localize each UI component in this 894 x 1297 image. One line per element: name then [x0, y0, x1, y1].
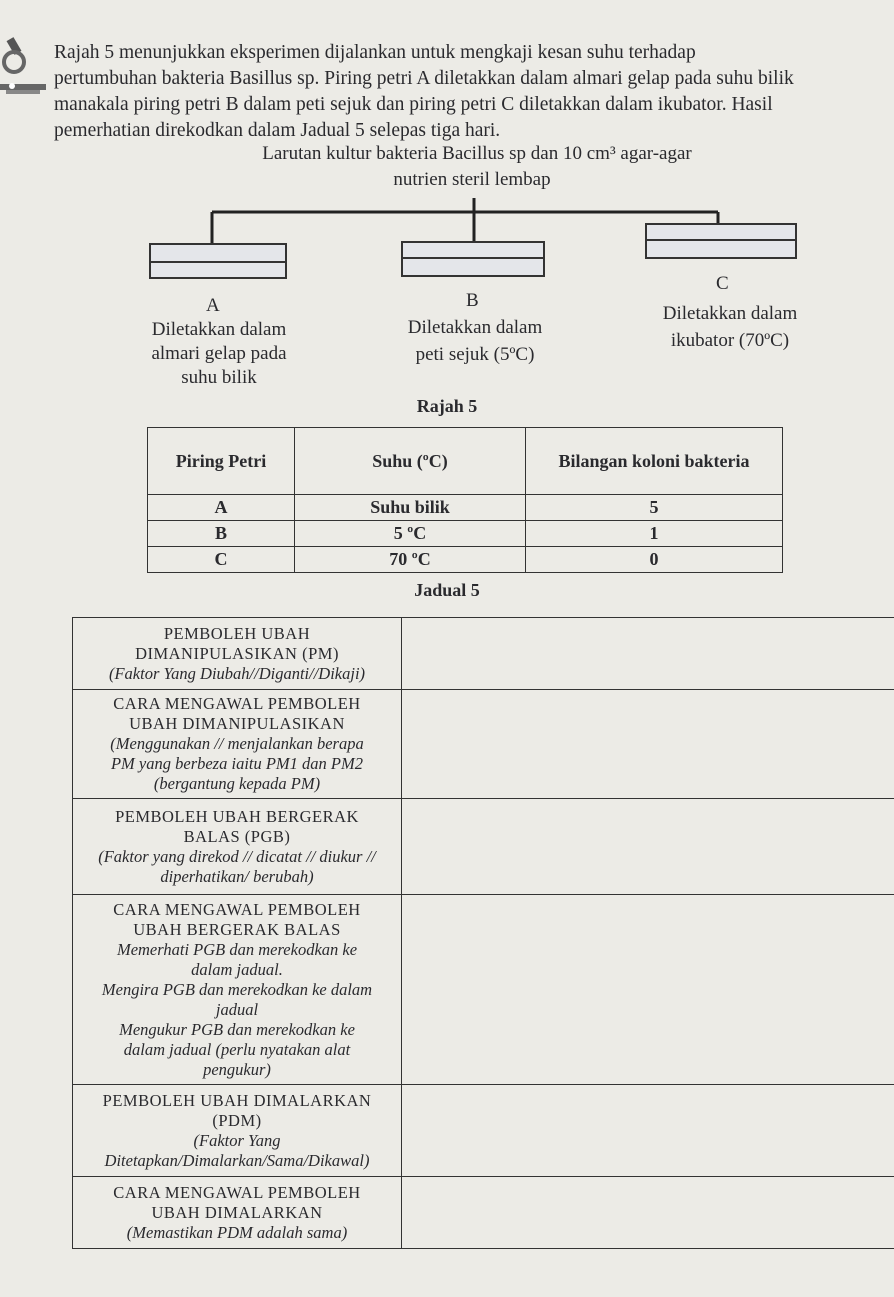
variable-row-pm	[73, 618, 894, 690]
answer-cell[interactable]	[402, 618, 894, 690]
variable-note: Mengira PGB dan merekodkan ke dalam	[101, 979, 373, 999]
variable-note: Memerhati PGB dan merekodkan ke	[116, 939, 358, 959]
variable-head: CARA MENGAWAL PEMBOLEH	[113, 1182, 361, 1202]
dish-b-desc-line: Diletakkan dalam	[407, 317, 543, 338]
variable-head: PEMBOLEH UBAH DIMALARKAN	[102, 1090, 372, 1110]
variable-head: (PDM)	[212, 1110, 262, 1130]
variable-label	[73, 690, 402, 799]
dish-b-letter: B	[466, 290, 479, 311]
variable-note: dalam jadual.	[191, 959, 283, 979]
variable-label	[73, 1085, 402, 1177]
variable-row-pgb	[73, 799, 894, 895]
answer-cell[interactable]	[402, 690, 894, 799]
dish-b-desc	[390, 316, 560, 367]
dish-b-desc-line: peti sejuk (5ºC)	[415, 344, 535, 365]
variable-head: CARA MENGAWAL PEMBOLEH	[113, 899, 361, 919]
results-table	[147, 427, 783, 573]
petri-dish-c	[646, 224, 796, 258]
cell-dish: C	[148, 547, 295, 573]
variable-note: diperhatikan/ berubah)	[160, 866, 314, 886]
header-suhu: Suhu (ºC)	[295, 428, 526, 495]
variable-head: DIMANIPULASIKAN (PM)	[135, 643, 339, 663]
dish-c-letter: C	[716, 273, 729, 294]
culture-label-line2: nutrien steril lembap	[393, 169, 551, 190]
variable-row-pdm	[73, 1085, 894, 1177]
cell-colonies: 1	[526, 521, 783, 547]
variable-note: (Faktor yang direkod // dicatat // diukur //	[98, 846, 376, 866]
answer-cell[interactable]	[402, 1085, 894, 1177]
intro-line: manakala piring petri B dalam peti sejuk dan piring petri C diletakkan dalam ikubator. Hasil	[54, 94, 773, 115]
table-row	[148, 547, 783, 573]
variable-note: (Faktor Yang Diubah//Diganti//Dikaji)	[108, 663, 366, 683]
variable-note: pengukur)	[203, 1059, 271, 1079]
variable-head: BALAS (PGB)	[183, 826, 291, 846]
cell-dish: B	[148, 521, 295, 547]
dish-a-desc	[136, 318, 302, 390]
dish-c-desc	[630, 302, 830, 353]
table-caption: Jadual 5	[414, 580, 480, 600]
variable-note: dalam jadual (perlu nyatakan alat	[123, 1039, 351, 1059]
variables-table	[72, 617, 894, 1249]
table-header-row	[148, 428, 783, 495]
answer-cell[interactable]	[402, 895, 894, 1085]
variable-label	[73, 799, 402, 895]
cell-colonies: 0	[526, 547, 783, 573]
intro-line: pertumbuhan bakteria Basillus sp. Piring petri A diletakkan dalam almari gelap pada suhu bilik	[54, 68, 794, 89]
variable-head: CARA MENGAWAL PEMBOLEH	[113, 694, 361, 713]
intro-line: pemerhatian direkodkan dalam Jadual 5 selepas tiga hari.	[54, 120, 501, 141]
variable-head: UBAH DIMALARKAN	[151, 1202, 323, 1222]
variable-note: PM yang berbeza iaitu PM1 dan PM2	[110, 754, 364, 773]
variable-head: UBAH DIMANIPULASIKAN	[129, 714, 345, 733]
variable-row-pm-control	[73, 690, 894, 799]
cell-temp: 5 ºC	[295, 521, 526, 547]
dish-c-desc-line: ikubator (70ºC)	[670, 330, 790, 351]
variable-note: (bergantung kepada PM)	[153, 774, 321, 793]
variable-note: (Faktor Yang	[193, 1130, 281, 1150]
dish-a-desc-line: Diletakkan dalam	[151, 319, 287, 340]
petri-dish-b	[402, 242, 544, 276]
culture-label: Larutan kultur bakteria Bacillus sp dan 10 cm³ agar-agar	[262, 143, 692, 164]
cell-temp: Suhu bilik	[295, 495, 526, 521]
variable-note: (Memastikan PDM adalah sama)	[126, 1222, 348, 1242]
variable-note: Ditetapkan/Dimalarkan/Sama/Dikawal)	[104, 1150, 370, 1170]
variable-head: PEMBOLEH UBAH BERGERAK	[115, 806, 359, 826]
variable-note: Mengukur PGB dan merekodkan ke	[119, 1019, 355, 1039]
header-koloni: Bilangan koloni bakteria	[526, 428, 783, 495]
header-piring: Piring Petri	[148, 428, 295, 495]
variable-label	[73, 895, 402, 1085]
variable-label	[73, 1177, 402, 1249]
variable-note: (Menggunakan // menjalankan berapa	[110, 734, 364, 753]
table-row	[148, 495, 783, 521]
variable-note: jadual	[215, 999, 259, 1019]
dish-c-desc-line: Diletakkan dalam	[662, 303, 798, 324]
variable-label	[73, 618, 402, 690]
dish-a-letter: A	[206, 295, 220, 316]
table-row	[148, 521, 783, 547]
figure-caption: Rajah 5	[416, 396, 478, 416]
petri-dish-a	[150, 244, 286, 278]
cell-temp: 70 ºC	[295, 547, 526, 573]
answer-cell[interactable]	[402, 1177, 894, 1249]
variable-head: PEMBOLEH UBAH	[163, 623, 311, 643]
variable-row-pdm-control	[73, 1177, 894, 1249]
dish-a-desc-line: almari gelap pada	[151, 343, 287, 364]
variable-head: UBAH BERGERAK BALAS	[133, 919, 341, 939]
answer-cell[interactable]	[402, 799, 894, 895]
variable-row-pgb-control	[73, 895, 894, 1085]
intro-line: Rajah 5 menunjukkan eksperimen dijalankan untuk mengkaji kesan suhu terhadap	[54, 42, 696, 63]
cell-dish: A	[148, 495, 295, 521]
cell-colonies: 5	[526, 495, 783, 521]
dish-a-desc-line: suhu bilik	[181, 367, 257, 388]
